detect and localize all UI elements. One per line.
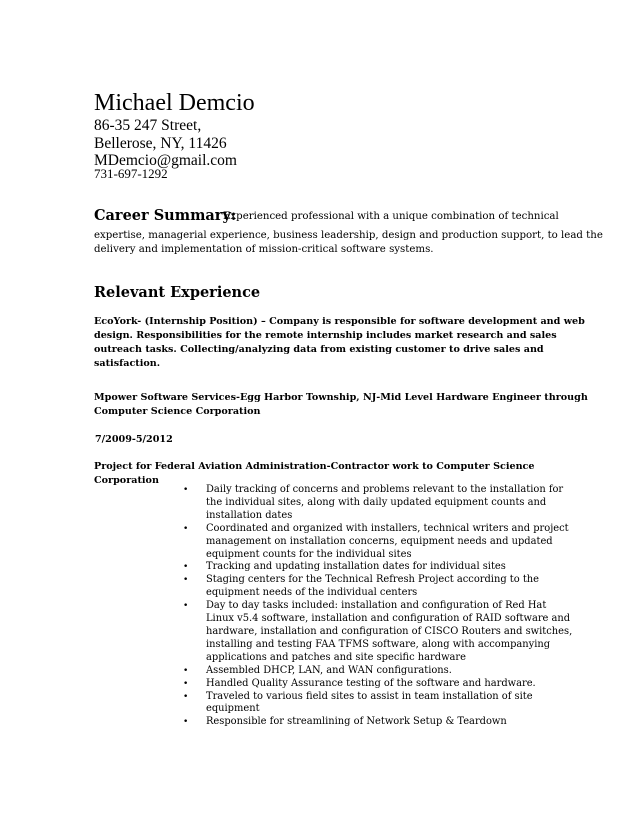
list-item	[183, 484, 564, 523]
bullet-icon: •	[183, 665, 189, 676]
ecoyork-line: outreach tasks. Collecting/analyzing data from existing customer to drive sales and	[94, 344, 544, 355]
list-item	[183, 574, 543, 600]
career-summary-heading: Career Summary:	[94, 207, 237, 224]
list-item-text: Staging centers for the Technical Refresh Project according to the	[206, 574, 540, 586]
employment-dates: 7/2009-5/2012	[95, 434, 173, 445]
ecoyork-line: design. Responsibilities for the remote internship includes market research and sales	[94, 330, 557, 341]
city-address: Bellerose, NY, 11426	[94, 135, 227, 152]
career-summary-line: expertise, managerial experience, business leadership, design and production support, to lead the	[94, 230, 603, 241]
list-item-text: Traveled to various field sites to assist in team installation of site	[206, 690, 533, 702]
bullet-icon: •	[183, 601, 189, 612]
list-item-text: Responsible for streamlining of Network Setup & Teardown	[206, 716, 507, 728]
bullet-icon: •	[183, 717, 189, 728]
project-line: Corporation	[94, 475, 159, 486]
list-item	[183, 678, 543, 691]
bullet-icon: •	[183, 678, 189, 689]
list-item	[183, 665, 543, 678]
phone-number: 731-697-1292	[94, 166, 168, 181]
list-item	[183, 600, 573, 665]
list-item	[183, 716, 543, 729]
career-summary-line: delivery and implementation of mission-critical software systems.	[94, 244, 434, 255]
list-item-text: equipment needs of the individual centers	[206, 587, 418, 599]
street-address: 86-35 247 Street,	[94, 117, 202, 134]
candidate-name: Michael Demcio	[94, 90, 255, 116]
list-item-text: installation dates	[206, 509, 293, 521]
project-line: Project for Federal Aviation Administration-Contractor work to Computer Science	[94, 461, 535, 472]
list-item	[183, 691, 543, 717]
bullet-icon: •	[183, 562, 189, 573]
bullet-icon: •	[183, 485, 189, 495]
list-item-text: Linux v5.4 software, installation and configuration of RAID software and	[206, 613, 571, 625]
list-item-text: applications and patches and site specific hardware	[206, 651, 466, 663]
mpower-line: Computer Science Corporation	[94, 406, 261, 417]
ecoyork-line: satisfaction.	[94, 358, 161, 369]
ecoyork-line: EcoYork- (Internship Position) – Company is responsible for software development and web	[94, 316, 585, 327]
list-item-text: equipment	[206, 703, 260, 715]
list-item-text: equipment counts for the individual sites	[206, 548, 412, 560]
email-address: MDemcio@gmail.com	[94, 152, 237, 169]
list-item-text: management on installation concerns, equipment needs and updated	[206, 535, 553, 547]
list-item-text: installing and testing FAA TFMS software, along with accompanying	[206, 638, 551, 650]
responsibilities-list	[183, 484, 573, 729]
career-summary-line: Experienced professional with a unique combination of technical	[223, 211, 559, 222]
list-item-text: Daily tracking of concerns and problems relevant to the installation for	[206, 484, 564, 495]
list-item	[183, 561, 543, 574]
mpower-line: Mpower Software Services-Egg Harbor Township, NJ-Mid Level Hardware Engineer through	[94, 392, 588, 403]
list-item-text: the individual sites, along with daily updated equipment counts and	[206, 496, 547, 508]
bullet-icon: •	[183, 575, 189, 586]
list-item	[183, 522, 569, 562]
bullet-icon: •	[183, 691, 189, 702]
bullet-icon: •	[183, 523, 189, 534]
relevant-experience-heading: Relevant Experience	[94, 284, 261, 301]
list-item-text: Coordinated and organized with installers, technical writers and project	[206, 522, 569, 534]
list-item-text: Tracking and updating installation dates for individual sites	[206, 561, 506, 573]
list-item-text: Day to day tasks included: installation and configuration of Red Hat	[206, 600, 547, 612]
list-item-text: Assembled DHCP, LAN, and WAN configurations.	[206, 664, 452, 676]
list-item-text: hardware, installation and configuration of CISCO Routers and switches,	[206, 625, 573, 637]
list-item-text: Handled Quality Assurance testing of the software and hardware.	[206, 677, 536, 689]
